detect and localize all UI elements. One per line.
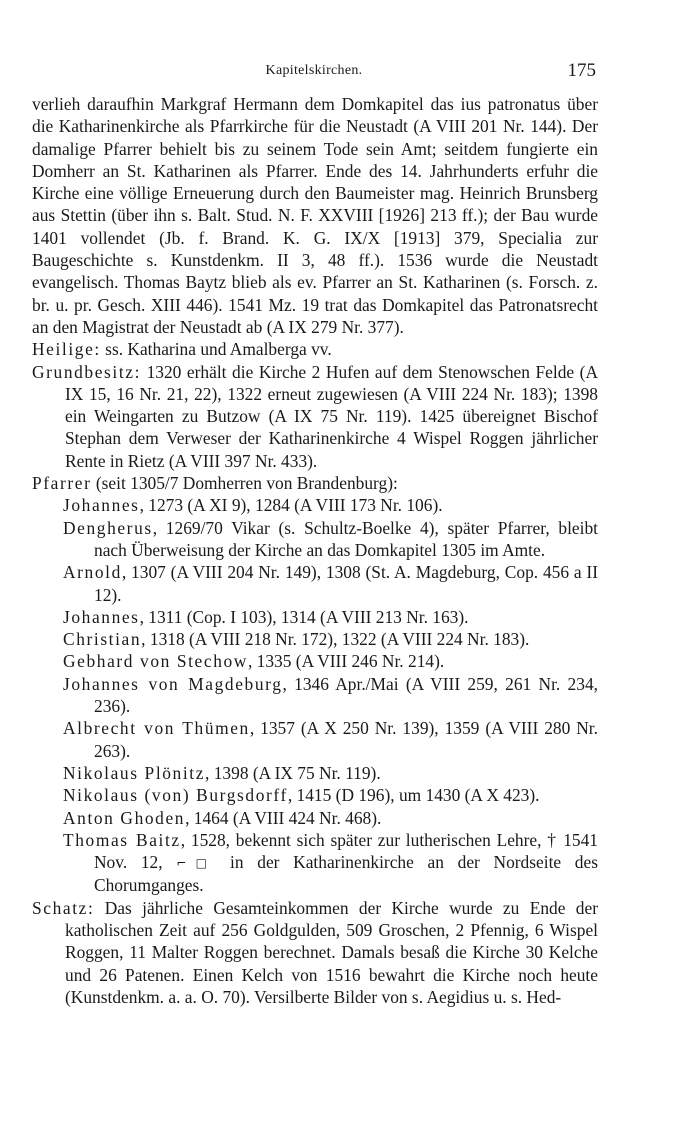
pfarrer-name: Johannes [63, 495, 140, 516]
pfarrer-name: Dengherus [63, 517, 153, 538]
grave-icon: ⌐□ [176, 856, 217, 871]
pfarrer-entry [63, 762, 598, 784]
pfarrer-name: Albrecht von Thümen [63, 718, 250, 739]
pfarrer-entry [63, 717, 598, 762]
pfarrer-text: , 1335 (A VIII 246 Nr. 214). [247, 651, 445, 672]
pfarrer-entry [63, 628, 598, 650]
grundbesitz-label: Grundbesitz: [32, 361, 142, 382]
pfarrer-text: , 1307 (A VIII 204 Nr. 149), 1308 (St. A. Magdeburg, Cop. 456 a II 12). [94, 562, 598, 605]
grundbesitz-section [32, 361, 598, 472]
pfarrer-entry [63, 517, 598, 562]
grundbesitz-text: 1320 erhält die Kirche 2 Hufen auf dem Stenowschen Felde (A IX 15, 16 Nr. 21, 22), 1322 erneut zugewiesen (A VIII 224 Nr. 183); 1398 ein Weingarten zu Butzow (A IX 75 Nr. 119). 1425 übereignet Bischof Stephan dem Verweser der Katharinenkirche 4 Wispel Roggen jährlicher Rente in Rietz (A VIII 397 Nr. 433). [65, 361, 598, 471]
running-title: Kapitelskirchen. [265, 63, 363, 78]
pfarrer-entry-last [63, 829, 598, 897]
pfarrer-text: , 1464 (A VIII 424 Nr. 468). [185, 807, 382, 828]
pfarrer-entry [63, 561, 598, 606]
pfarrer-entry [63, 650, 598, 672]
page-number: 175 [567, 60, 596, 81]
pfarrer-entry [63, 673, 598, 718]
pfarrer-name: Johannes von Magdeburg [63, 673, 283, 694]
pfarrer-entry [63, 494, 598, 516]
pfarrer-name: Gebhard von Stechow [63, 651, 248, 672]
pfarrer-name: Johannes [63, 606, 140, 627]
heilige-section [32, 338, 598, 360]
pfarrer-name: Nikolaus (von) Burgsdorff [63, 785, 288, 806]
pfarrer-name: Nikolaus Plönitz [63, 762, 206, 783]
pfarrer-text: , 1346 Apr./Mai (A VIII 259, 261 Nr. 234, 236). [94, 673, 598, 717]
schatz-section [32, 897, 598, 1008]
heilige-label: Heilige: [32, 339, 101, 360]
heilige-text: ss. Katharina und Amalberga vv. [100, 339, 332, 360]
pfarrer-intro: (seit 1305/7 Domherren von Brandenburg): [91, 473, 398, 494]
pfarrer-text: , 1398 (A IX 75 Nr. 119). [205, 762, 381, 783]
schatz-label: Schatz: [32, 897, 95, 918]
pfarrer-entry [63, 807, 598, 829]
pfarrer-text: , 1415 (D 196), um 1430 (A X 423). [287, 785, 540, 806]
pfarrer-name: Arnold [63, 562, 122, 583]
pfarrer-entry [63, 606, 598, 628]
pfarrer-name: Anton Ghoden [63, 807, 186, 828]
pfarrer-name: Thomas Baitz [63, 829, 181, 850]
intro-paragraph: verlieh daraufhin Markgraf Hermann dem Domkapitel das ius patronatus über die Katharinenkirche als Pfarrkirche für die Neustadt (A VIII 201 Nr. 144). Der damalige Pfarrer behielt bis zu seinem Tode sein Amt; seitdem fungierte ein Domherr an St. Katharinen als Pfarrer. Ende des 14. Jahrhunderts erfuhr die Kirche eine völlige Erneuerung durch den Baumeister mag. Heinrich Brunsberg aus Stettin (über ihn s. Balt. Stud. N. F. XXVIII [1926] 213 ff.); der Bau wurde 1401 vollendet (Jb. f. Brand. K. G. IX/X [1913] 379, Specialia zur Baugeschichte s. Kunstdenkm. II 3, 48 ff.). 1536 wurde die Neustadt evangelisch. Thomas Baytz blieb als ev. Pfarrer an St. Katharinen (s. Forsch. z. br. u. pr. Gesch. XIII 446). 1541 Mz. 19 trat das Domkapitel das Patronatsrecht an den Magistrat der Neustadt ab (A IX 279 Nr. 377). [32, 94, 598, 337]
pfarrer-text: , 1318 (A VIII 218 Nr. 172), 1322 (A VIII 224 Nr. 183). [141, 629, 530, 650]
pfarrer-text: , 1357 (A X 250 Nr. 139), 1359 (A VIII 280 Nr. 263). [94, 718, 598, 761]
pfarrer-text-after: in der Katharinenkirche an der Nordseite des Chorumganges. [94, 852, 598, 896]
pfarrer-text: , 1311 (Cop. I 103), 1314 (A VIII 213 Nr. 163). [139, 606, 469, 627]
pfarrer-entry [63, 784, 598, 806]
schatz-text: Das jährliche Gesamteinkommen der Kirche wurde zu Ende der katholischen Zeit auf 256 Goldgulden, 509 Groschen, 2 Pfennig, 6 Wispel Roggen, 11 Malter Roggen berechnet. Damals besaß die Kirche 30 Kelche und 26 Patenen. Einen Kelch von 1516 bewahrt die Kirche noch heute (Kunstdenkm. a. a. O. 70). Versilberte Bilder von s. Aegidius u. s. Hed- [65, 897, 598, 1007]
pfarrer-label: Pfarrer [32, 473, 92, 494]
pfarrer-text: , 1273 (A XI 9), 1284 (A VIII 173 Nr. 106). [139, 495, 443, 516]
pfarrer-text: , 1269/70 Vikar (s. Schultz-Boelke 4), später Pfarrer, bleibt nach Überweisung der Kirche an das Domkapitel 1305 im Amte. [94, 517, 598, 560]
pfarrer-name: Christian [63, 629, 142, 650]
page-body [32, 93, 598, 1008]
page-header [32, 60, 596, 84]
pfarrer-text: , 1528, bekennt sich später zur lutherischen Lehre, † 1541 Nov. 12, [94, 829, 598, 873]
pfarrer-heading [32, 472, 598, 494]
